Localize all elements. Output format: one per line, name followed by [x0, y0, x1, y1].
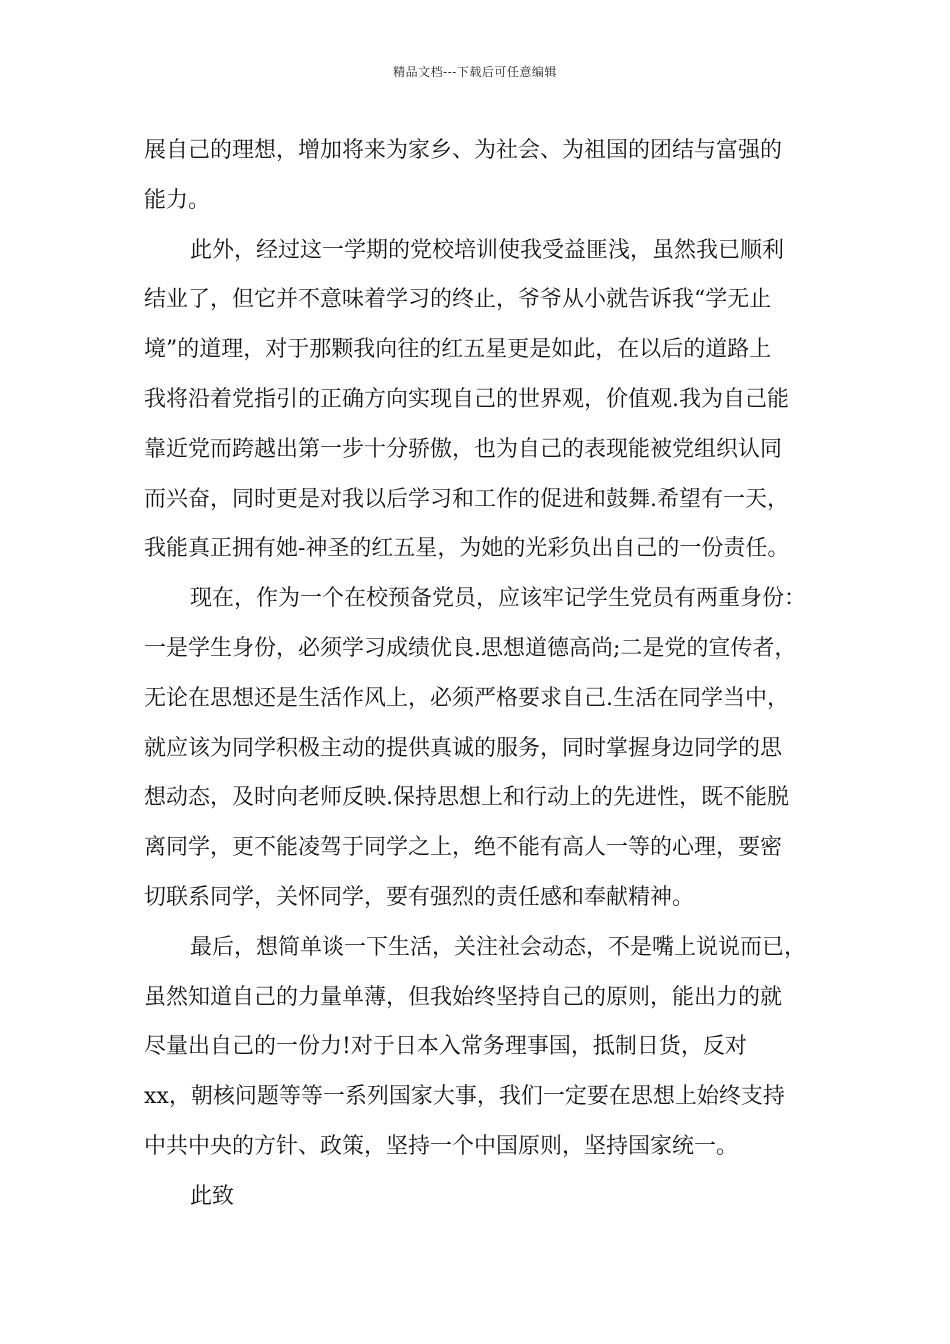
text-line: 能力。 — [144, 187, 211, 213]
page-header: 精品文档---下载后可任意编辑 — [393, 65, 557, 79]
text-line: 一是学生身份，必须学习成绩优良.思想道德高尚;二是党的宣传者， — [144, 635, 797, 661]
text-line: 而兴奋，同时更是对我以后学习和工作的促进和鼓舞.希望有一天， — [144, 486, 789, 512]
text-line: 无论在思想还是生活作风上，必须严格要求自己.生活在同学当中， — [144, 685, 789, 711]
text-line: 展自己的理想，增加将来为家乡、为社会、为祖国的团结与富强的 — [144, 138, 783, 163]
text-line: 结业了，但它并不意味着学习的终止，爷爷从小就告诉我“学无止 — [144, 287, 772, 313]
text-line: 我能真正拥有她-神圣的红五星，为她的光彩负出自己的一份责任。 — [144, 536, 790, 562]
text-line: 境”的道理，对于那颗我向往的红五星更是如此，在以后的道路上 — [144, 337, 772, 363]
text-line: xx，朝核问题等等一系列国家大事，我们一定要在思想上始终支持 — [144, 1084, 785, 1110]
text-line: 我将沿着党指引的正确方向实现自己的世界观，价值观.我为自己能 — [144, 386, 789, 412]
closing-salutation: 此致 — [190, 1183, 235, 1209]
text-line: 就应该为同学积极主动的提供真诚的服务，同时掌握身边同学的思 — [144, 735, 783, 761]
paragraph-start-line: 现在，作为一个在校预备党员，应该牢记学生党员有两重身份： — [190, 586, 807, 612]
text-line: 想动态，及时向老师反映.保持思想上和行动上的先进性，既不能脱 — [144, 785, 789, 811]
text-line: 中共中央的方针、政策，坚持一个中国原则，坚持国家统一。 — [144, 1133, 739, 1159]
text-line: 切联系同学，关怀同学，要有强烈的责任感和奉献精神。 — [144, 884, 695, 910]
text-line: 虽然知道自己的力量单薄，但我始终坚持自己的原则，能出力的就 — [144, 984, 783, 1010]
text-line: 尽量出自己的一份力!对于日本入常务理事国，抵制日货，反对 — [144, 1034, 747, 1060]
document-body — [144, 126, 834, 1222]
text-line: 离同学，更不能凌驾于同学之上，绝不能有高人一等的心理，要密 — [144, 835, 783, 861]
paragraph-start-line: 此外，经过这一学期的党校培训使我受益匪浅，虽然我已顺利 — [190, 237, 785, 263]
paragraph-start-line: 最后，想简单谈一下生活，关注社会动态，不是嘴上说说而已， — [190, 934, 807, 960]
text-line: 靠近党而跨越出第一步十分骄傲，也为自己的表现能被党组织认同 — [144, 436, 783, 462]
